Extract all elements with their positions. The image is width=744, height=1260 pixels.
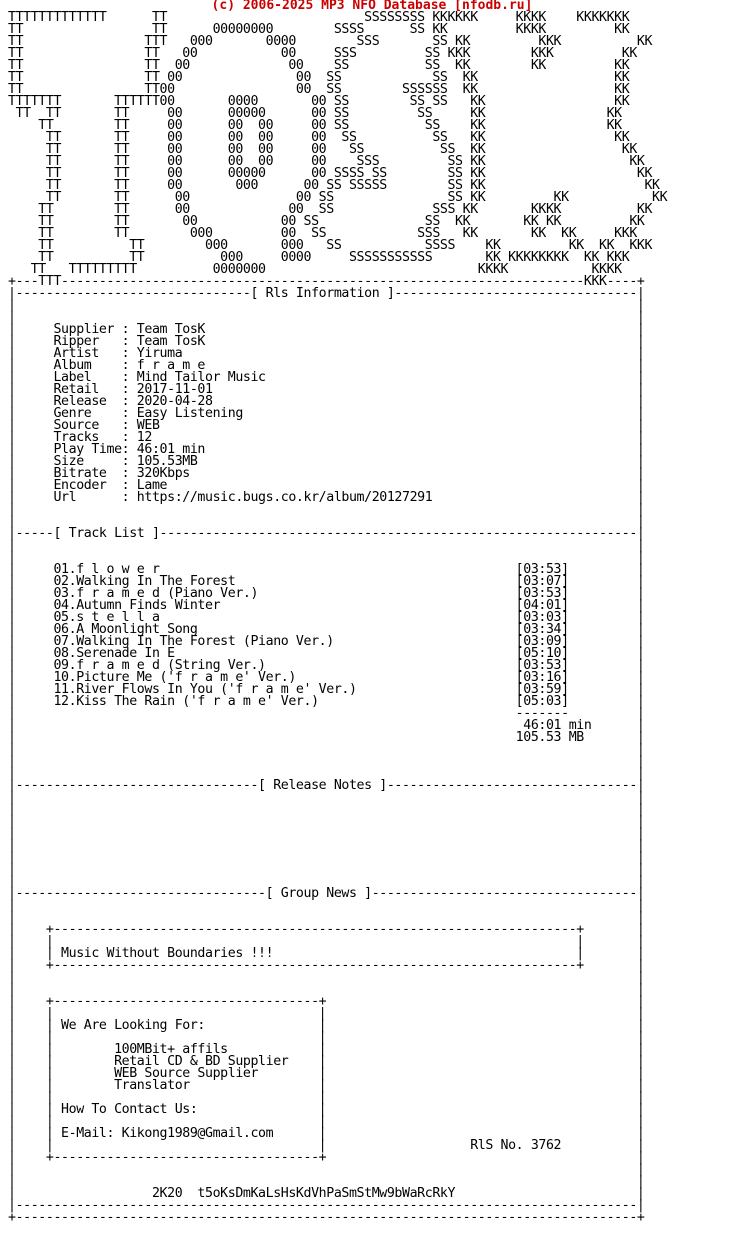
nfo-line: | 105.53 MB | xyxy=(8,730,645,745)
nfo-line: | Bitrate : 320Kbps | xyxy=(8,466,645,481)
nfo-line: TT TT 00 000 00 SS SSSSS SS KK KK xyxy=(8,178,660,193)
nfo-line: | Size : 105.53MB | xyxy=(8,454,645,469)
nfo-line: | | xyxy=(8,802,645,817)
nfo-line: | | 100MBit+ affils | | xyxy=(8,1042,645,1057)
nfo-line: | 07.Walking In The Forest (Piano Ver.) [03:09] | xyxy=(8,634,645,649)
nfo-line: TT TT 00 00 00 00 SS SS KK KK xyxy=(8,118,622,133)
nfo-line: | Tracks : 12 | xyxy=(8,430,645,445)
nfo-text-block xyxy=(8,12,667,1224)
nfo-line: | | xyxy=(8,790,645,805)
nfo-line: TT TT 00 00 SSS SS KKK KKK KK xyxy=(8,46,637,61)
nfo-line: | | xyxy=(8,850,645,865)
nfo-line: | 02.Walking In The Forest [03:07] | xyxy=(8,574,645,589)
nfo-line: | | xyxy=(8,898,645,913)
nfo-line: | | | | xyxy=(8,1090,645,1105)
nfo-line: | Album : f r a m e | xyxy=(8,358,645,373)
nfo-line: +----------------------------------------------------------------------------------+ xyxy=(8,1210,645,1225)
nfo-line: TT TT 00 00 SS SS KK KK KK KK xyxy=(8,214,645,229)
nfo-line: TTTTTTT TTTTTT00 0000 00 SS SS SS KK KK xyxy=(8,94,630,109)
nfo-line: | | xyxy=(8,910,645,925)
nfo-line: | +-----------------------------------+ | xyxy=(8,1150,645,1165)
nfo-line: |----------------------------------------------------------------------------------| xyxy=(8,1198,645,1213)
nfo-line: | | xyxy=(8,502,645,517)
nfo-line: | | | | xyxy=(8,1030,645,1045)
nfo-line: | Source : WEB | xyxy=(8,418,645,433)
nfo-line: | Ripper : Team TosK | xyxy=(8,334,645,349)
copyright-header: (c) 2006-2025 MP3 NFO Database [nfodb.ru] xyxy=(211,0,533,13)
nfo-line: | | xyxy=(8,754,645,769)
nfo-line: | | xyxy=(8,538,645,553)
nfo-line: | | WEB Source Supplier | | xyxy=(8,1066,645,1081)
nfo-line: | Label : Mind Tailor Music | xyxy=(8,370,645,385)
nfo-line: | 10.Picture Me ('f r a m e' Ver.) [03:16] | xyxy=(8,670,645,685)
nfo-line: | 46:01 min | xyxy=(8,718,645,733)
nfo-line: TT TT00 00 SS SSSSSS KK KK xyxy=(8,82,630,97)
nfo-line: | Play Time: 46:01 min | xyxy=(8,442,645,457)
nfo-line: | 12.Kiss The Rain ('f r a m e' Ver.) [05:03] | xyxy=(8,694,645,709)
nfo-line: TT TT 000 00 SS SSS KK KK KK KKK xyxy=(8,226,637,241)
nfo-line: | | xyxy=(8,838,645,853)
nfo-line: | +-----------------------------------+ | xyxy=(8,994,645,1009)
nfo-line: | 03.f r a m e d (Piano Ver.) [03:53] | xyxy=(8,586,645,601)
nfo-line: | Artist : Yiruma | xyxy=(8,346,645,361)
nfo-line: TT TT 000 000 SS SSSS KK KK KK KKK xyxy=(8,238,653,253)
nfo-line: | 04.Autumn Finds Winter [04:01] | xyxy=(8,598,645,613)
nfo-line: TT TTT 000 0000 SSS SS KK KKK KK xyxy=(8,34,653,49)
nfo-line: | | xyxy=(8,874,645,889)
nfo-line: TT TT TT 00 00000 00 SS SS KK KK xyxy=(8,106,622,121)
nfo-line: | | xyxy=(8,814,645,829)
nfo-line: | | | | xyxy=(8,1006,645,1021)
nfo-line: | 11.River Flows In You ('f r a m e' Ver.) [03:59] | xyxy=(8,682,645,697)
nfo-line: | | | | xyxy=(8,934,645,949)
nfo-line: +---TTT---------------------------------------------------------------------KKK----+ xyxy=(8,274,645,289)
nfo-line: |-------------------------------[ Rls Information ]--------------------------------| xyxy=(8,286,645,301)
nfo-line: |--------------------------------[ Release Notes ]---------------------------------| xyxy=(8,778,645,793)
nfo-line: | 2K20 t5oKsDmKaLsHsKdVhPaSmStMw9bWaRcRkY | xyxy=(8,1186,645,1201)
nfo-line: | | xyxy=(8,1174,645,1189)
nfo-line: |-----[ Track List ]---------------------------------------------------------------| xyxy=(8,526,645,541)
nfo-line: TT TT 00000000 SSSS SS KK KKKK KK xyxy=(8,22,630,37)
nfo-line: | | xyxy=(8,766,645,781)
nfo-line: | 09.f r a m e d (String Ver.) [03:53] | xyxy=(8,658,645,673)
nfo-line: | | xyxy=(8,514,645,529)
nfo-line: | Genre : Easy Listening | xyxy=(8,406,645,421)
nfo-line: | | xyxy=(8,742,645,757)
nfo-line: | | E-Mail: Kikong1989@Gmail.com | | xyxy=(8,1126,645,1141)
nfo-line: | Release : 2020-04-28 | xyxy=(8,394,645,409)
nfo-line: | ------- | xyxy=(8,706,645,721)
nfo-line: TTTTTTTTTTTTT TT SSSSSSSS KKKKKK KKKK KKKKKKK xyxy=(8,10,630,25)
nfo-line: | Retail : 2017-11-01 | xyxy=(8,382,645,397)
nfo-line: | | xyxy=(8,862,645,877)
nfo-line: | | xyxy=(8,982,645,997)
nfo-line: | | | RlS No. 3762 | xyxy=(8,1138,645,1153)
nfo-line: | | xyxy=(8,970,645,985)
nfo-line: | | xyxy=(8,826,645,841)
nfo-line: | Url : https://music.bugs.co.kr/album/20127291 | xyxy=(8,490,645,505)
nfo-line: | | How To Contact Us: | | xyxy=(8,1102,645,1117)
nfo-line: | 01.f l o w e r [03:53] | xyxy=(8,562,645,577)
nfo-line: TT TTTTTTTTT 0000000 KKKK KKKK xyxy=(8,262,622,277)
nfo-line: TT TT 00 00 SS SSS KK KKKK KK xyxy=(8,202,653,217)
nfo-line: TT TT 00 00 00 00 SS SS KK KK xyxy=(8,130,630,145)
nfo-line: | +---------------------------------------------------------------------+ | xyxy=(8,958,645,973)
nfo-line: | 06.A Moonlight Song [03:34] | xyxy=(8,622,645,637)
nfo-line: TT TT 00 00 SS SS KK KK KK xyxy=(8,58,630,73)
nfo-line: TT TT 00 00000 00 SSSS SS SS KK KK xyxy=(8,166,653,181)
nfo-line: | +---------------------------------------------------------------------+ | xyxy=(8,922,645,937)
nfo-line: | | Retail CD & BD Supplier | | xyxy=(8,1054,645,1069)
nfo-line: | | Translator | | xyxy=(8,1078,645,1093)
nfo-line: | | xyxy=(8,310,645,325)
nfo-line: | | Music Without Boundaries !!! | | xyxy=(8,946,645,961)
nfo-line: | | xyxy=(8,298,645,313)
nfo-line: | Encoder : Lame | xyxy=(8,478,645,493)
nfo-line: | 08.Serenade In E [05:10] | xyxy=(8,646,645,661)
nfo-line: TT TT 00 00 SS SS KK KK KK xyxy=(8,190,668,205)
nfo-line: | | We Are Looking For: | | xyxy=(8,1018,645,1033)
nfo-line: | | | | xyxy=(8,1114,645,1129)
nfo-line: |---------------------------------[ Group News ]-----------------------------------| xyxy=(8,886,645,901)
nfo-line: TT TT 000 0000 SSSSSSSSSSS KK KKKKKKKK KK KKK xyxy=(8,250,630,265)
nfo-line: | Supplier : Team TosK | xyxy=(8,322,645,337)
nfo-line: TT TT 00 00 00 00 SS SS KK KK xyxy=(8,142,637,157)
nfo-line: | | xyxy=(8,1162,645,1177)
nfo-line: TT TT 00 00 SS SS KK KK xyxy=(8,70,630,85)
nfo-line: | | xyxy=(8,550,645,565)
nfo-line: TT TT 00 00 00 00 SSS SS KK KK xyxy=(8,154,645,169)
nfo-line: | 05.s t e l l a [03:03] | xyxy=(8,610,645,625)
